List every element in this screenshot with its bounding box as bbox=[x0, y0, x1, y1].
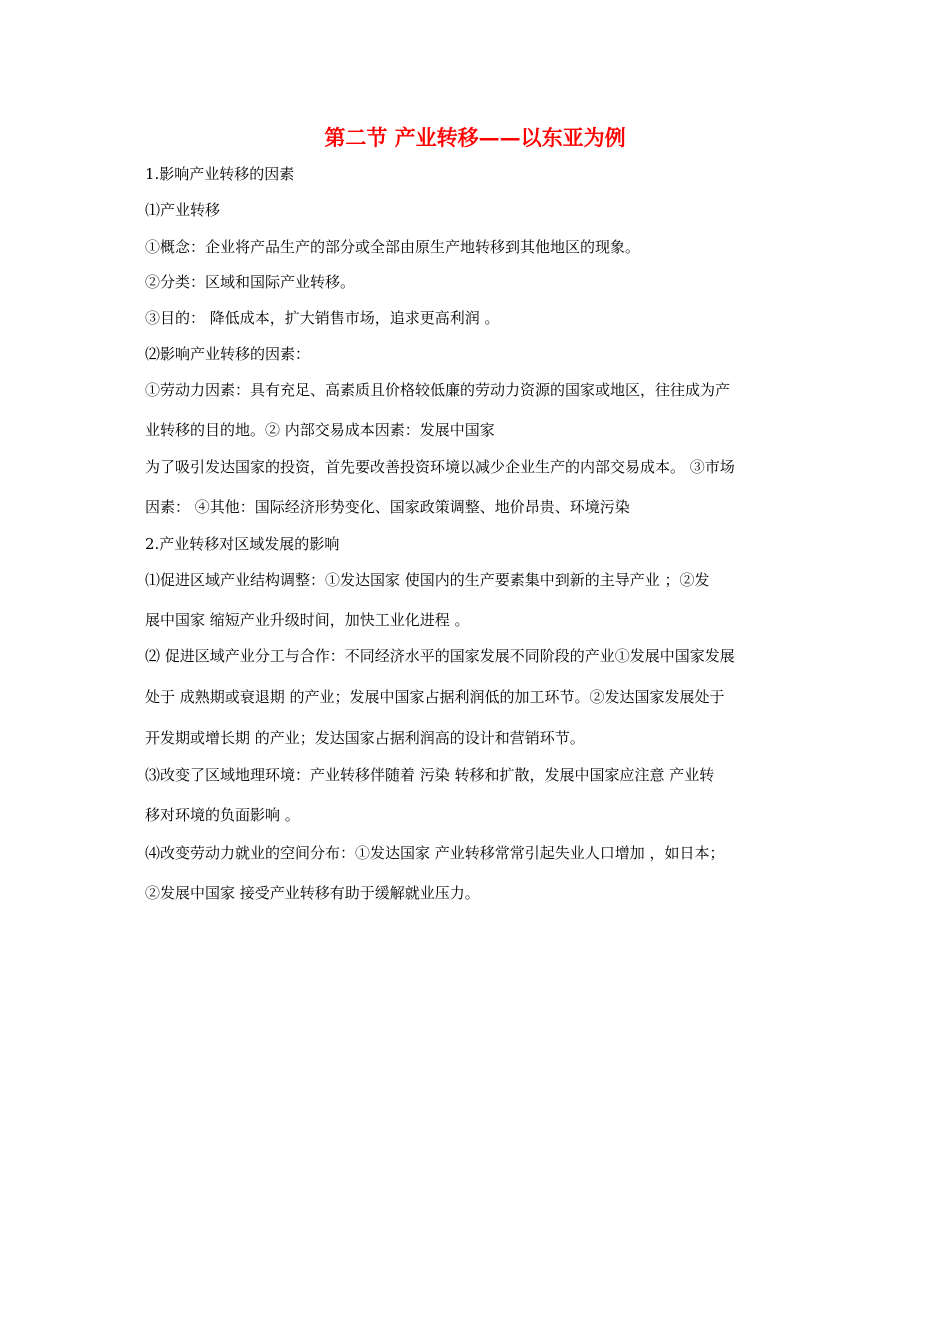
text-line-division-cooperation-cont1: 处于 成熟期或衰退期 的产业；发展中国家占据利润低的加工环节。②发达国家发展处于 bbox=[145, 688, 725, 706]
text-line-market-other: 因素： ④其他：国际经济形势变化、国家政策调整、地价昂贵、环境污染 bbox=[145, 498, 630, 516]
document-title: 第二节 产业转移——以东亚为例 bbox=[324, 125, 626, 150]
text-line-transaction-cost: 为了吸引发达国家的投资，首先要改善投资环境以减少企业生产的内部交易成本。 ③市场 bbox=[145, 458, 735, 476]
text-line-employment: ⑷改变劳动力就业的空间分布：①发达国家 产业转移常常引起失业人口增加 ，如日本； bbox=[145, 844, 725, 862]
text-line-employment-cont: ②发展中国家 接受产业转移有助于缓解就业压力。 bbox=[145, 884, 480, 902]
subheading-industry-transfer: ⑴产业转移 bbox=[145, 201, 221, 219]
text-line-environment-cont: 移对环境的负面影响 。 bbox=[145, 806, 300, 824]
text-line-division-cooperation-cont2: 开发期或增长期 的产业；发达国家占据利润高的设计和营销环节。 bbox=[145, 729, 585, 747]
text-line-division-cooperation: ⑵ 促进区域产业分工与合作：不同经济水平的国家发展不同阶段的产业①发展中国家发展 bbox=[145, 647, 735, 665]
text-line-classification: ②分类：区域和国际产业转移。 bbox=[145, 273, 356, 291]
text-line-labor-factor-cont: 业转移的目的地。② 内部交易成本因素：发展中国家 bbox=[145, 421, 495, 439]
text-line-environment: ⑶改变了区域地理环境：产业转移伴随着 污染 转移和扩散，发展中国家应注意 产业转 bbox=[145, 766, 715, 784]
text-line-purpose: ③目的： 降低成本，扩大销售市场，追求更高利润 。 bbox=[145, 309, 500, 327]
subheading-factors: ⑵影响产业转移的因素： bbox=[145, 345, 311, 363]
text-line-concept: ①概念：企业将产品生产的部分或全部由原生产地转移到其他地区的现象。 bbox=[145, 238, 641, 256]
text-line-structure-adjust: ⑴促进区域产业结构调整：①发达国家 使国内的生产要素集中到新的主导产业 ；②发 bbox=[145, 571, 710, 589]
text-line-structure-adjust-cont: 展中国家 缩短产业升级时间，加快工业化进程 。 bbox=[145, 611, 470, 629]
text-line-labor-factor: ①劳动力因素：具有充足、高素质且价格较低廉的劳动力资源的国家或地区，往往成为产 bbox=[145, 381, 731, 399]
section-heading-2: 2.产业转移对区域发展的影响 bbox=[145, 535, 340, 553]
section-heading-1: 1.影响产业转移的因素 bbox=[145, 165, 295, 183]
